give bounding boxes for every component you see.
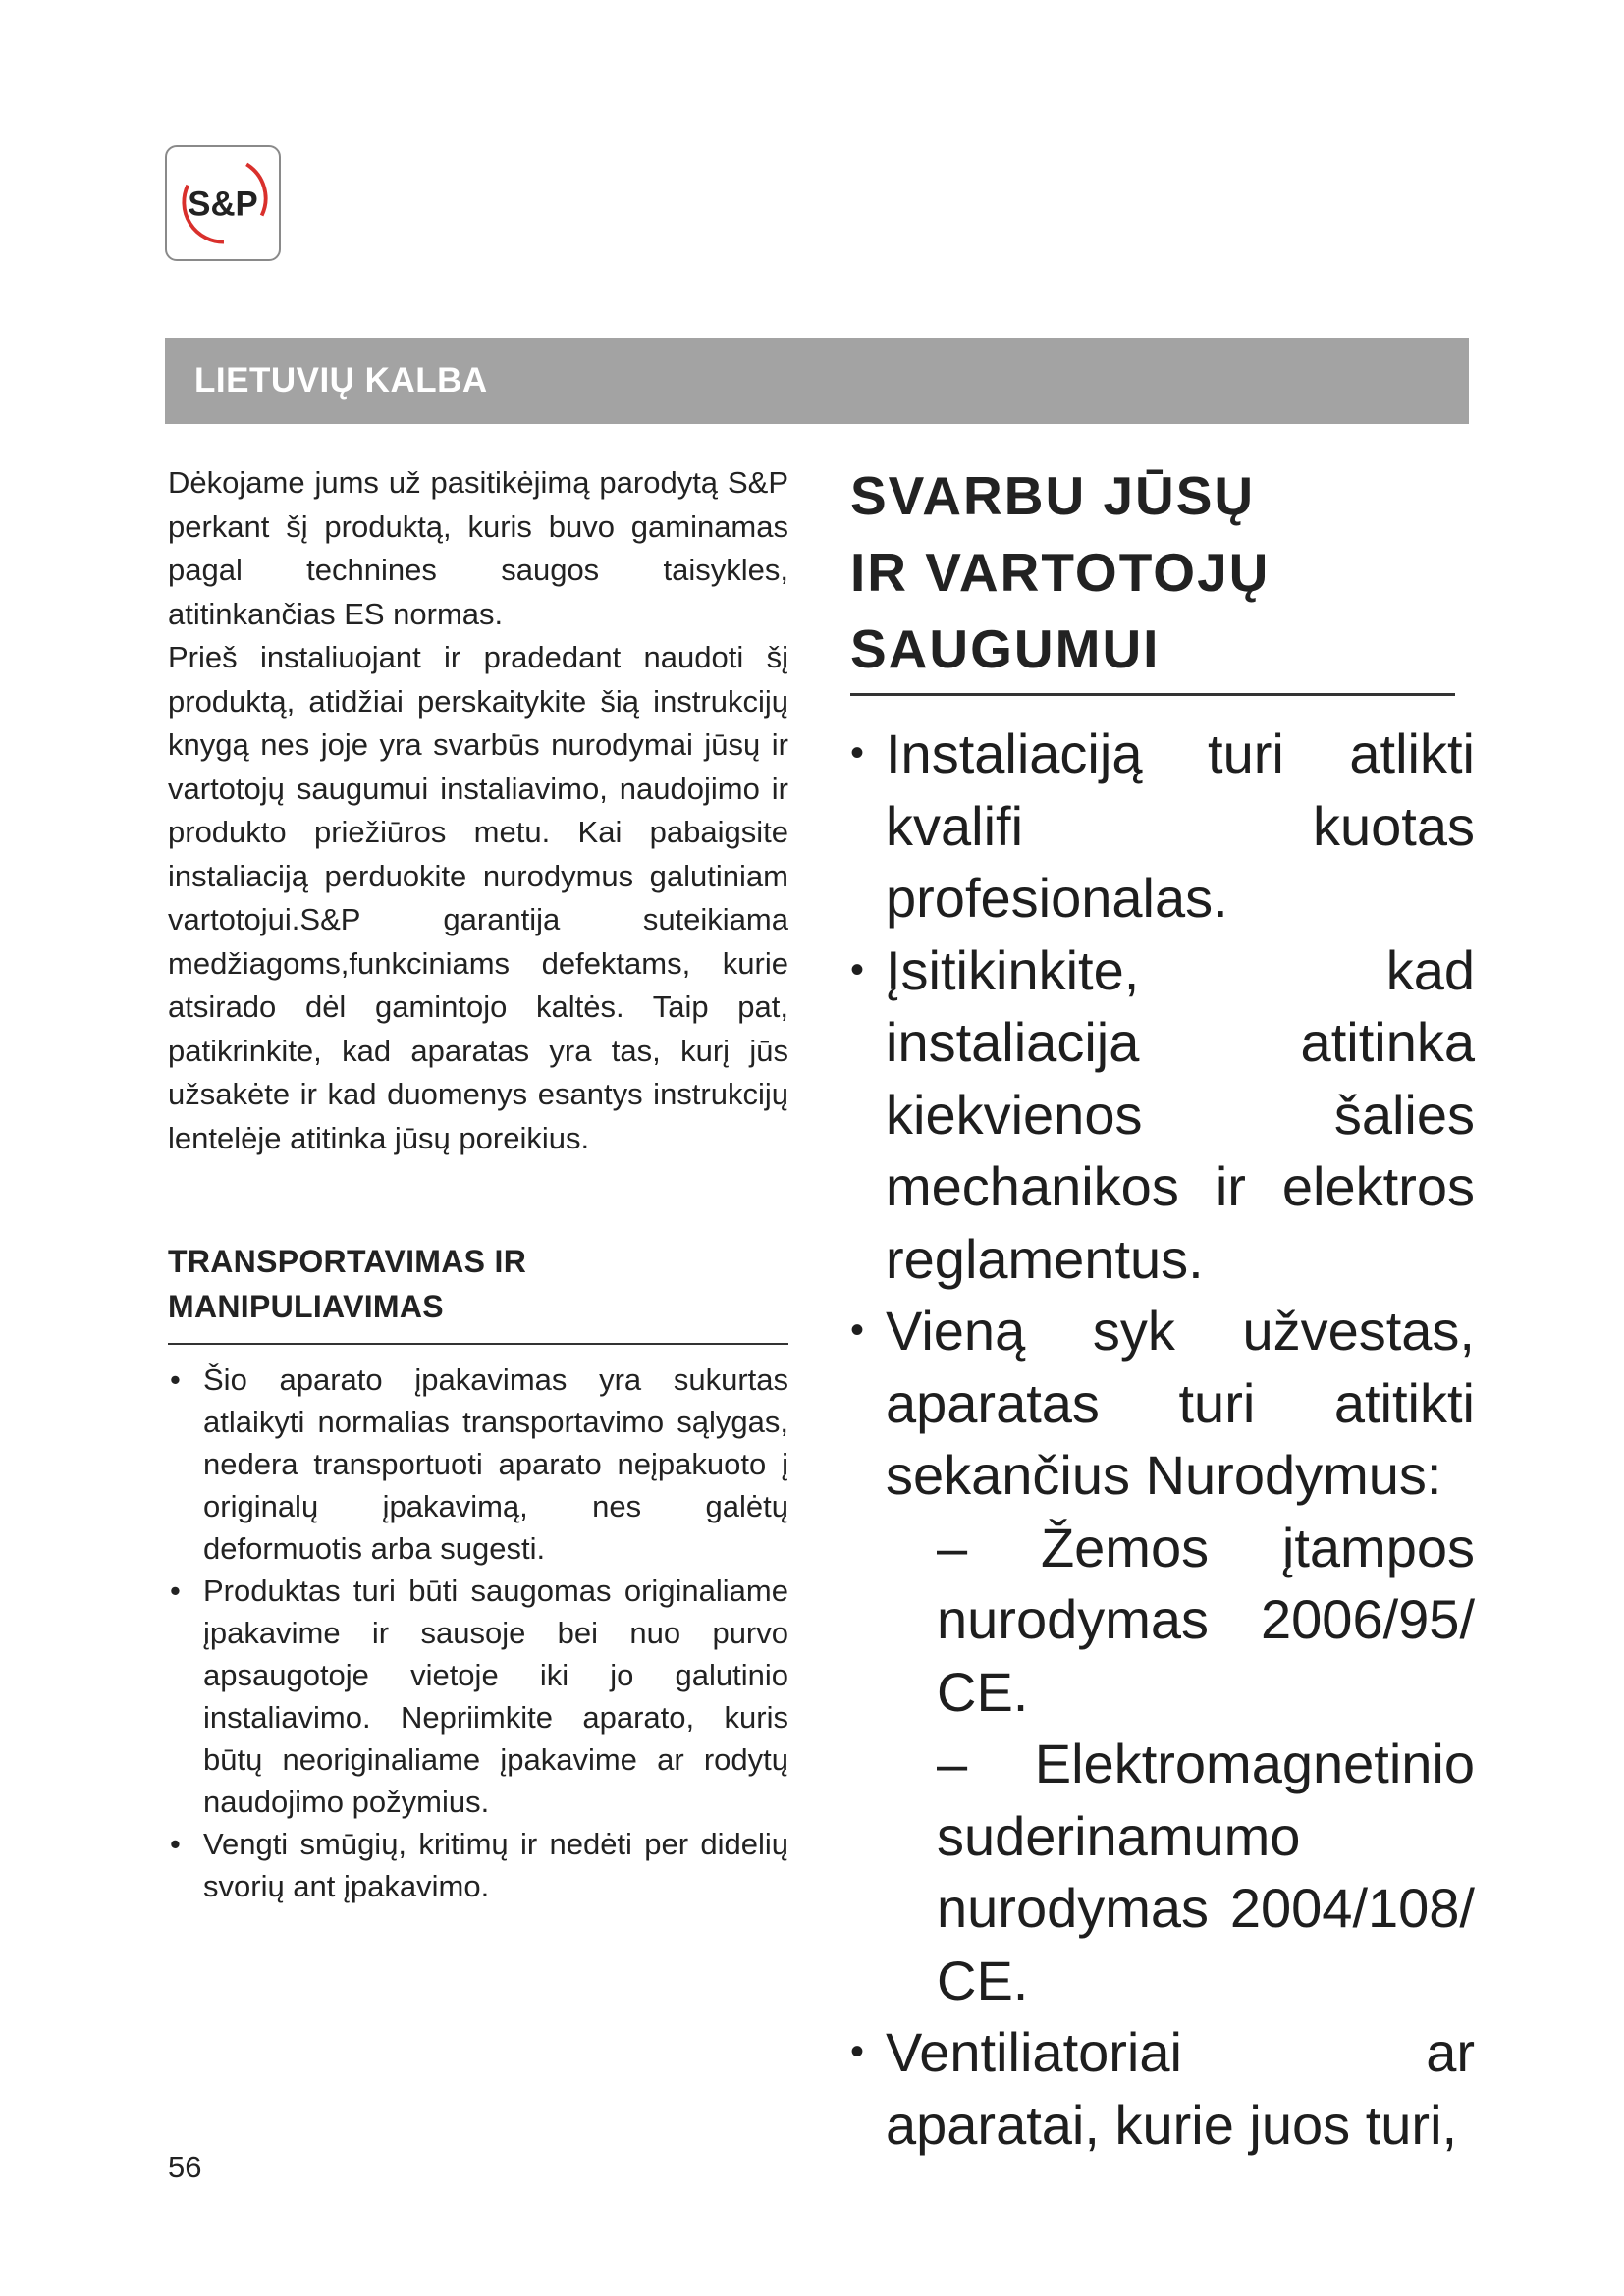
intro-paragraph-1: Dėkojame jums už pasitikėjimą parodytą S&P perkant šį produktą, kuris buvo gaminamas pagal technines saugos taisykles, atitinkančias ES normas. <box>168 465 788 631</box>
transport-list <box>168 1359 788 1907</box>
intro-text <box>168 461 788 1160</box>
safety-sub-item-1: – Žemos įtampos nurodymas 2006/95/ CE. <box>937 1516 1475 1723</box>
transport-item-3: • Vengti smūgių, kritimų ir nedėti per didelių svorių ant įpakavimo. <box>168 1823 788 1907</box>
language-title: LIETUVIŲ KALBA <box>194 361 488 400</box>
transport-heading <box>168 1239 788 1345</box>
brand-logo <box>165 145 281 261</box>
safety-item-3: • Vieną syk užvestas, aparatas turi atitikti sekančius Nurodymus: <box>850 1295 1475 1512</box>
language-header-bar <box>165 338 1469 424</box>
page-number: 56 <box>168 2150 202 2184</box>
safety-list <box>850 718 1475 2161</box>
safety-item-4: • Ventiliatoriai ar aparatai, kurie juos turi, <box>850 2016 1475 2161</box>
sp-logo-icon <box>167 147 279 259</box>
transport-heading-line-1: TRANSPORTAVIMAS IR <box>168 1244 527 1279</box>
safety-heading-line-3: SAUGUMUI <box>850 618 1161 679</box>
safety-heading-line-1: SVARBU JŪSŲ <box>850 465 1256 526</box>
transport-item-1: • Šio aparato įpakavimas yra sukurtas atlaikyti normalias transportavimo sąlygas, nedera transportuoti aparato neįpakuoto į originalų įpakavimą, nes galėtų deformuotis arba sugesti. <box>168 1359 788 1570</box>
logo-text: S&P <box>188 186 258 224</box>
intro-paragraph-2: Prieš instaliuojant ir pradedant naudoti šį produktą, atidžiai perskaitykite šią instrukcijų knygą nes joje yra svarbūs nurodymai jūsų ir vartotojų saugumui instaliavimo, naudojimo ir produkto priežiūros metu. Kai pabaigsite instaliaciją perduokite nurodymus galutiniam vartotojui.S&P garantija suteikiama medžiagoms,funkciniams defektams, kurie atsirado dėl gamintojo kaltės. Taip pat, patikrinkite, kad aparatas yra tas, kurį jūs užsakėte ir kad duomenys esantys instrukcijų lentelėje atitinka jūsų poreikius. <box>168 640 788 1155</box>
transport-item-2: • Produktas turi būti saugomas originaliame įpakavime ir sausoje bei nuo purvo apsaugotoje vietoje iki jo galutinio instaliavimo. Nepriimkite aparato, kuris būtų neoriginaliame įpakavime ar rodytų naudojimo požymius. <box>168 1570 788 1823</box>
right-column <box>850 457 1475 2161</box>
left-column <box>168 461 788 1907</box>
safety-heading-line-2: IR VARTOTOJŲ <box>850 542 1271 603</box>
transport-heading-line-2: MANIPULIAVIMAS <box>168 1289 444 1324</box>
safety-heading <box>850 457 1455 696</box>
safety-item-2: • Įsitikinkite, kad instaliacija atitinka kiekvienos šalies mechanikos ir elektros reglamentus. <box>850 934 1475 1296</box>
safety-item-1: • Instaliaciją turi atlikti kvalifi kuotas profesionalas. <box>850 718 1475 934</box>
safety-sub-item-2: – Elektromagnetinio suderinamumo nurodymas 2004/108/ CE. <box>937 1733 1475 2011</box>
